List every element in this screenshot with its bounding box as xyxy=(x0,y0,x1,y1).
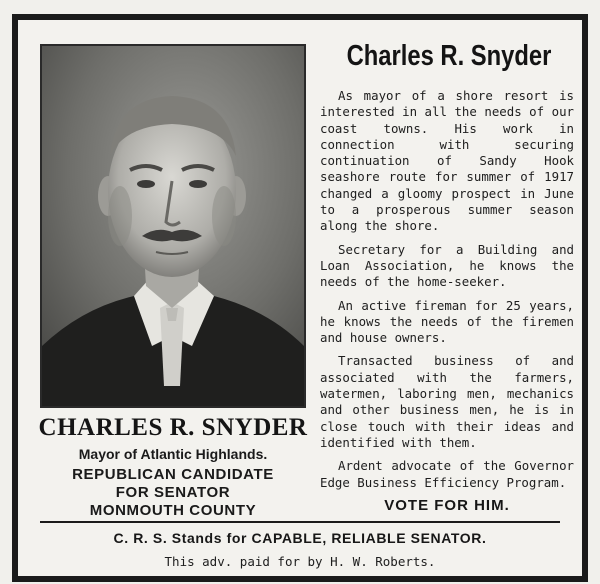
body-text xyxy=(320,88,574,498)
paragraph-mayor: As mayor of a shore resort is interested in all the needs of our coast towns. His work in connection with securing continuation of Sandy Hook seashore route for summer of 1917 changed a gloomy prospect in June to a prosperous summer season along the shore. xyxy=(320,88,574,234)
slogan-line: C. R. S. Stands for CAPABLE, RELIABLE SENATOR. xyxy=(113,530,487,546)
candidate-name-caption: CHARLES R. SNYDER xyxy=(38,414,308,441)
advertisement-border xyxy=(12,14,588,582)
candidacy-line-3: MONMOUTH COUNTY xyxy=(89,502,257,519)
vote-callout: VOTE FOR HIM. xyxy=(384,497,510,514)
paragraph-loan-association: Secretary for a Building and Loan Association, he knows the needs of the home-seeker. xyxy=(320,241,574,290)
candidacy-line-2: FOR SENATOR xyxy=(115,484,231,501)
candidate-title: Mayor of Atlantic Highlands. xyxy=(78,446,268,462)
paragraph-efficiency: Ardent advocate of the Governor Edge Business Efficiency Program. xyxy=(320,458,574,490)
divider-rule xyxy=(40,521,560,523)
paragraph-fireman: An active fireman for 25 years, he knows the needs of the firemen and house owners. xyxy=(320,297,574,346)
paragraph-business: Transacted business of and associated with the farmers, watermen, laboring men, mechanics and other business men, he is in close touch with their ideas and identified with them. xyxy=(320,353,574,450)
paid-by-credit: This adv. paid for by H. W. Roberts. xyxy=(164,554,436,569)
candidate-portrait xyxy=(40,44,306,408)
headline: Charles R. Snyder xyxy=(346,40,552,72)
candidacy-line-1: REPUBLICAN CANDIDATE xyxy=(72,466,274,483)
